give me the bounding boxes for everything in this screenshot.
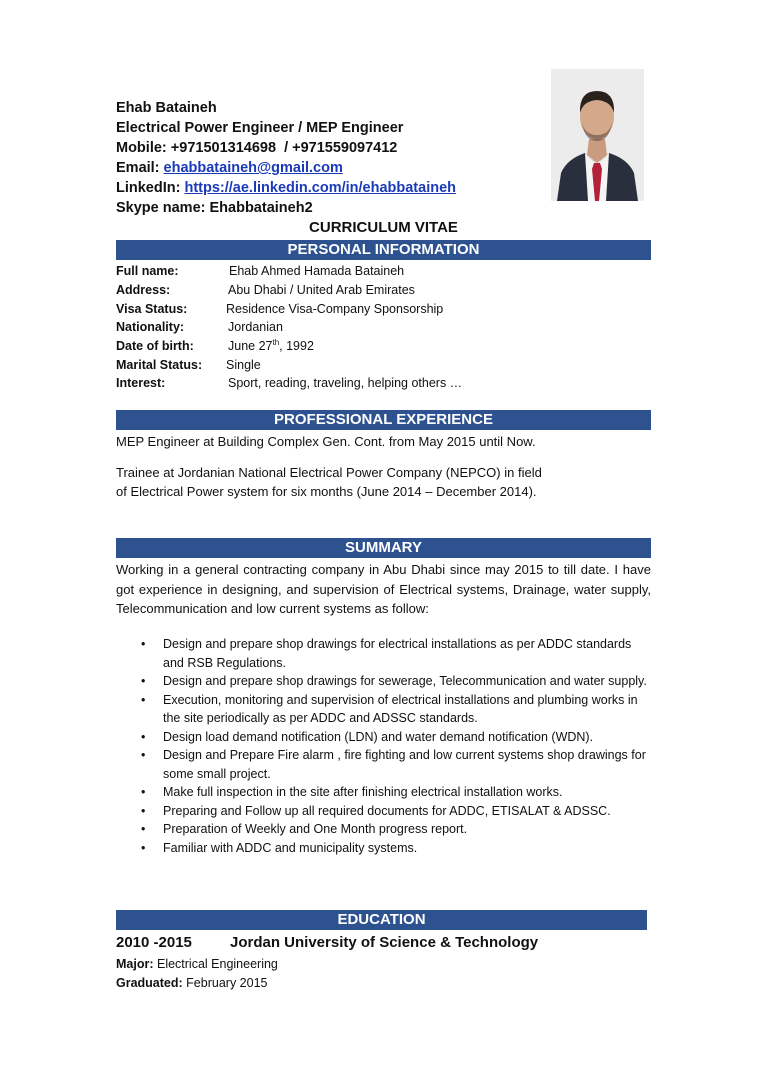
dob-value-sup: th: [272, 337, 280, 347]
bullet-dot-icon: •: [141, 637, 146, 651]
list-item-text: Familiar with ADDC and municipality systems.: [163, 840, 418, 855]
profile-photo: [551, 69, 644, 201]
list-item-text: Execution, monitoring and supervision of electrical installations and plumbing works in the site periodically as per ADDC and ADSSC standards.: [163, 692, 638, 725]
experience-item-line: of Electrical Power system for six months (June 2014 – December 2014).: [116, 484, 537, 499]
email-line: [116, 158, 343, 178]
candidate-title: Electrical Power Engineer / MEP Engineer: [116, 120, 404, 136]
bullet-dot-icon: •: [141, 692, 146, 707]
bullet-dot-icon: •: [141, 822, 146, 836]
bullet-dot-icon: •: [141, 729, 146, 744]
document-title: CURRICULUM VITAE: [309, 219, 458, 236]
info-label: Marital Status:: [116, 358, 203, 372]
skype-label: Skype name:: [116, 200, 206, 216]
dob-value-pre: June 27: [228, 339, 273, 353]
bullet-dot-icon: •: [141, 803, 146, 818]
experience-item-line: Trainee at Jordanian National Electrical Power Company (NEPCO) in field: [116, 465, 542, 480]
linkedin-link[interactable]: https://ae.linkedin.com/in/ehabbataineh: [184, 180, 456, 196]
info-value: Abu Dhabi / United Arab Emirates: [228, 283, 415, 297]
list-item: [136, 839, 651, 858]
info-value: Residence Visa-Company Sponsorship: [226, 302, 444, 316]
linkedin-label: LinkedIn:: [116, 180, 181, 196]
education-university: Jordan University of Science & Technology: [230, 934, 539, 951]
graduated-value: February 2015: [186, 976, 268, 990]
email-label: Email:: [116, 160, 160, 176]
section-bar-personal: PERSONAL INFORMATION: [116, 240, 651, 260]
list-item-text: Design and Prepare Fire alarm , fire fighting and low current systems shop drawings for some small project.: [163, 748, 646, 781]
list-item-text: Design and prepare shop drawings for sewerage, Telecommunication and water supply.: [163, 674, 647, 688]
email-link[interactable]: ehabbataineh@gmail.com: [163, 160, 343, 176]
education-entry: [116, 933, 538, 953]
list-item: [136, 783, 651, 802]
list-item: [136, 691, 651, 728]
bullet-dot-icon: •: [141, 674, 146, 688]
list-item: [136, 728, 651, 747]
info-label: Address:: [116, 283, 171, 297]
list-item-text: Design load demand notification (LDN) and water demand notification (WDN).: [163, 729, 594, 744]
section-bar-experience: PROFESSIONAL EXPERIENCE: [116, 410, 651, 430]
summary-bullet-list: [136, 635, 651, 857]
info-value: Jordanian: [228, 320, 283, 334]
info-label: Date of birth:: [116, 339, 194, 353]
education-major: [116, 955, 278, 974]
major-value: Electrical Engineering: [156, 957, 278, 971]
info-label: Interest:: [116, 376, 166, 390]
info-value: Single: [226, 358, 261, 372]
mobile-label: Mobile:: [116, 140, 167, 156]
info-value: Ehab Ahmed Hamada Bataineh: [229, 264, 405, 278]
list-item-text: Design and prepare shop drawings for electrical installations as per ADDC standards and RSB Regulations.: [163, 637, 632, 670]
mobile-value: +971501314698 / +971559097412: [170, 140, 398, 156]
list-item-text: Preparing and Follow up all required documents for ADDC, ETISALAT & ADSSC.: [163, 803, 611, 818]
mobile-line: [116, 138, 397, 158]
bullet-dot-icon: •: [141, 785, 146, 799]
section-bar-education: EDUCATION: [116, 910, 647, 930]
list-item-text: Preparation of Weekly and One Month progress report.: [163, 822, 468, 836]
linkedin-line: [116, 178, 456, 198]
dob-value-post: , 1992: [279, 339, 314, 353]
graduated-label: Graduated:: [116, 976, 183, 990]
info-value: Sport, reading, traveling, helping others …: [228, 376, 463, 390]
education-years: 2010 -2015: [116, 934, 192, 951]
info-value: [228, 337, 314, 356]
candidate-name: Ehab Bataineh: [116, 100, 217, 116]
info-label: Visa Status:: [116, 302, 188, 316]
list-item-text: Make full inspection in the site after finishing electrical installation works.: [163, 785, 563, 799]
info-label: Nationality:: [116, 320, 185, 334]
summary-intro: Working in a general contracting company in Abu Dhabi since may 2015 to till date. I have got experience in designing, and supervision of Electrical systems, Drainage, water supply, Telecommunication and low current systems as follow:: [116, 562, 651, 616]
list-item: [136, 746, 651, 783]
skype-line: [116, 198, 313, 218]
major-label: Major:: [116, 957, 154, 971]
list-item: [136, 635, 651, 672]
skype-value: Ehabbataineh2: [209, 200, 313, 216]
list-item: [136, 672, 651, 691]
section-bar-summary: SUMMARY: [116, 538, 651, 558]
education-graduated: [116, 974, 267, 993]
info-label: Full name:: [116, 264, 179, 278]
list-item: [136, 820, 651, 839]
bullet-dot-icon: •: [141, 748, 146, 762]
experience-item: MEP Engineer at Building Complex Gen. Cont. from May 2015 until Now.: [116, 434, 536, 449]
list-item: [136, 802, 651, 821]
bullet-dot-icon: •: [141, 840, 146, 855]
